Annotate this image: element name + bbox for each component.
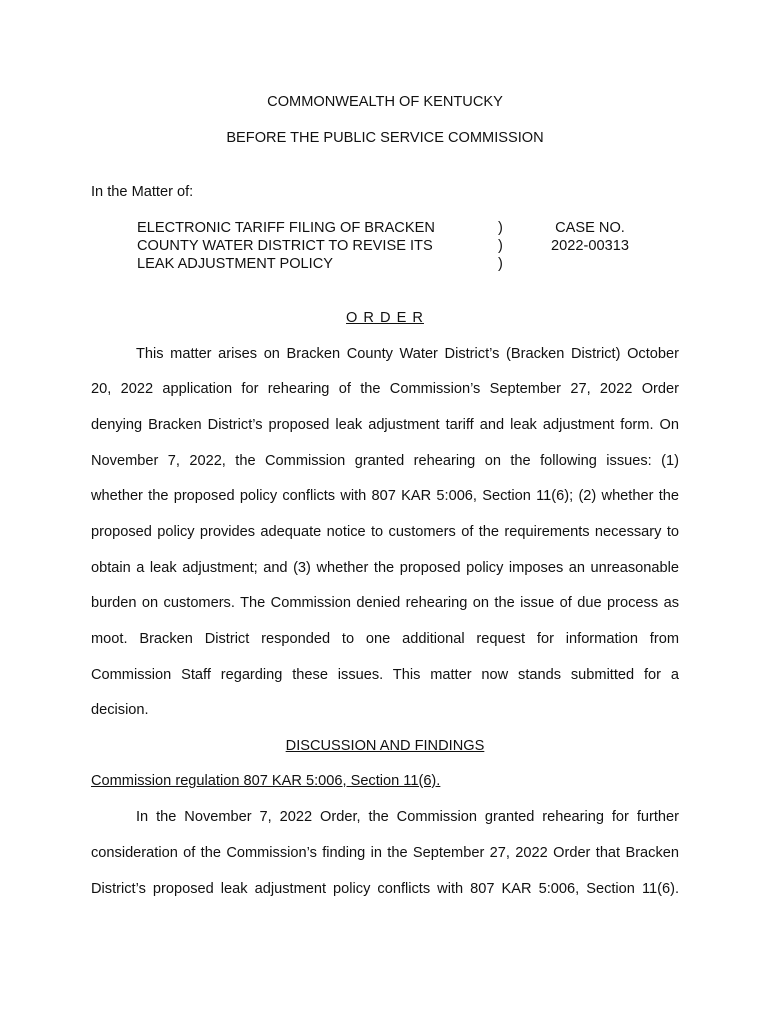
- case-number: 2022-00313: [551, 238, 629, 254]
- paragraph-line: In the November 7, 2022 Order, the Commission granted rehearing for further: [136, 809, 679, 825]
- header-commonwealth: COMMONWEALTH OF KENTUCKY: [267, 94, 503, 110]
- paragraph-line: moot. Bracken District responded to one additional request for information from: [91, 631, 679, 647]
- case-number-label: CASE NO.: [555, 220, 625, 236]
- paragraph-line: November 7, 2022, the Commission granted rehearing on the following issues: (1): [91, 453, 679, 469]
- case-caption-title: [137, 219, 467, 273]
- paragraph-line: District’s proposed leak adjustment policy conflicts with 807 KAR 5:006, Section 11(6).: [91, 881, 679, 897]
- paragraph-line: decision.: [91, 702, 149, 718]
- subheading-regulation: Commission regulation 807 KAR 5:006, Section 11(6).: [91, 773, 441, 789]
- paragraph-line: consideration of the Commission’s finding in the September 27, 2022 Order that Bracken: [91, 845, 679, 861]
- paragraph-line: whether the proposed policy conflicts with 807 KAR 5:006, Section 11(6); (2) whether the: [91, 488, 679, 504]
- caption-parentheses: [498, 219, 508, 273]
- caption-line: ELECTRONIC TARIFF FILING OF BRACKEN: [137, 220, 435, 236]
- paragraph-line: denying Bracken District’s proposed leak adjustment tariff and leak adjustment form. On: [91, 417, 679, 433]
- discussion-heading: DISCUSSION AND FINDINGS: [285, 738, 485, 754]
- in-the-matter-of: In the Matter of:: [91, 184, 194, 200]
- paragraph-line: 20, 2022 application for rehearing of the Commission’s September 27, 2022 Order: [91, 381, 679, 397]
- caption-line: COUNTY WATER DISTRICT TO REVISE ITS: [137, 238, 433, 254]
- caption-line: LEAK ADJUSTMENT POLICY: [137, 256, 333, 272]
- paragraph-line: obtain a leak adjustment; and (3) whether the proposed policy imposes an unreasonable: [91, 560, 679, 576]
- case-number-block: [540, 219, 640, 255]
- paragraph-line: burden on customers. The Commission denied rehearing on the issue of due process as: [91, 595, 679, 611]
- paren: ): [498, 256, 503, 272]
- paragraph-line: This matter arises on Bracken County Water District’s (Bracken District) October: [136, 346, 679, 362]
- paren: ): [498, 220, 503, 236]
- header-commission: BEFORE THE PUBLIC SERVICE COMMISSION: [226, 130, 544, 146]
- paren: ): [498, 238, 503, 254]
- order-title: O R D E R: [346, 310, 424, 326]
- paragraph-line: Commission Staff regarding these issues. This matter now stands submitted for a: [91, 667, 679, 683]
- paragraph-line: proposed policy provides adequate notice to customers of the requirements necessary to: [91, 524, 679, 540]
